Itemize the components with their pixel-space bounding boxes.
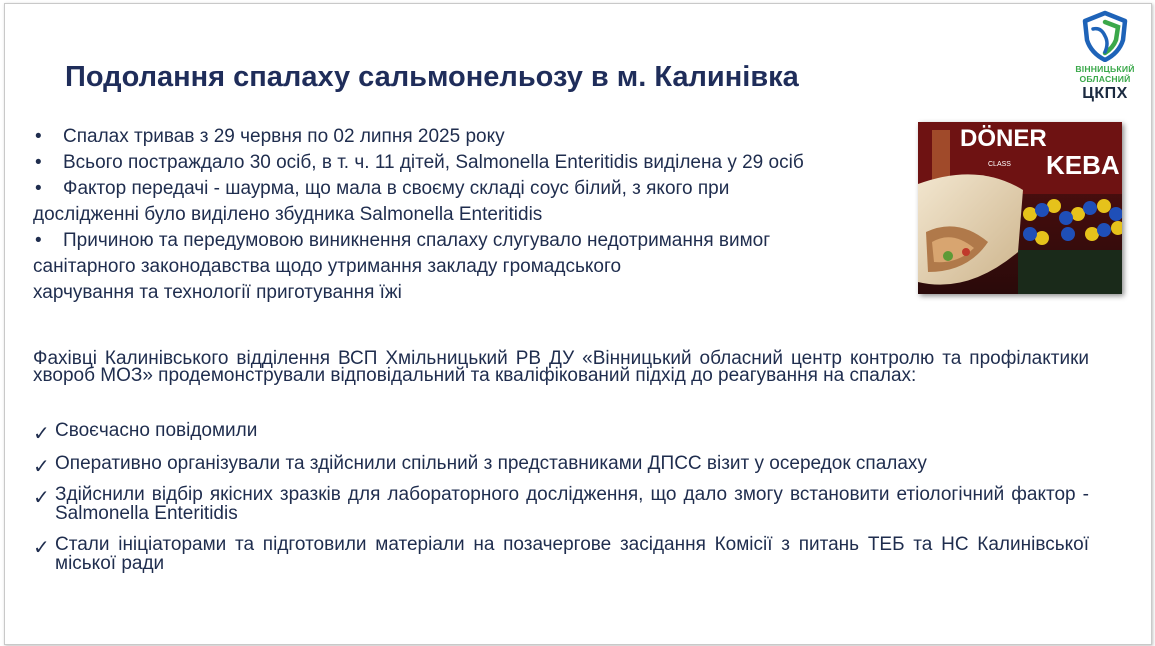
presentation-slide	[4, 3, 1152, 645]
checkmark-icon: ✓	[33, 537, 50, 559]
check-text: Здійснили відбір якісних зразків для лабораторного дослідження, що дало змогу встановити етіологічний фактор - Salmonella Enteritidis	[55, 484, 1089, 524]
bullet-marker: •	[35, 230, 42, 251]
check-item	[33, 420, 1089, 445]
bullet-marker: •	[35, 152, 42, 173]
check-text: Своєчасно повідомили	[55, 420, 258, 441]
bullet-text: Фактор передачі - шаурма, що мала в своєму складі соус білий, з якого при	[63, 178, 730, 199]
sign-text-kebab: KEBA	[1046, 150, 1120, 180]
check-text: Стали ініціаторами та підготовили матеріали на позачергове засідання Комісії з питань ТЕБ та НС Калинівської міської ради	[55, 534, 1089, 574]
bullet-item	[33, 124, 923, 150]
bullet-continuation: дослідженні було виділено збудника Salmonella Enteritidis	[33, 204, 543, 225]
check-item	[33, 485, 1089, 523]
bullet-marker: •	[35, 178, 42, 199]
slide-title: Подолання спалаху сальмонельозу в м. Калинівка	[65, 61, 799, 93]
bullet-item	[33, 228, 923, 254]
bullet-item	[33, 176, 923, 202]
vinnytsia-ckph-logo	[1067, 10, 1143, 106]
checkmark-icon: ✓	[33, 487, 50, 509]
doner-kebab-photo	[918, 122, 1122, 294]
bullet-list	[33, 124, 923, 306]
shield-logo-icon	[1079, 10, 1131, 62]
bullet-text: Всього постраждало 30 осіб, в т. ч. 11 дітей, Salmonella Enteritidis виділена у 29 осіб	[63, 152, 804, 173]
checklist	[33, 421, 1089, 573]
bullet-item	[33, 150, 923, 176]
intro-paragraph: Фахівці Калинівського відділення ВСП Хмільницький РВ ДУ «Вінницький обласний центр контролю та профілактики хвороб МОЗ» продемонстрували відповідальний та кваліфікований підхід до реагування на спалах:	[33, 348, 1089, 386]
bullet-marker: •	[35, 126, 42, 147]
logo-text-line3: ЦКПХ	[1082, 85, 1128, 102]
sign-text-doner: DÖNER	[960, 125, 1047, 152]
logo-text-line1: ВІННИЦЬКИЙ	[1075, 64, 1135, 74]
bullet-text: Спалах тривав з 29 червня по 02 липня 2025 року	[63, 126, 505, 147]
check-item	[33, 453, 1089, 478]
bullet-continuation: харчування та технології приготування їжі	[33, 282, 402, 303]
checkmark-icon: ✓	[33, 456, 50, 478]
check-text: Оперативно організували та здійснили спільний з представниками ДПСС візит у осередок спалаху	[55, 453, 927, 474]
check-item	[33, 535, 1089, 573]
bullet-continuation: санітарного законодавства щодо утримання закладу громадського	[33, 256, 622, 277]
logo-text-line2: ОБЛАСНИЙ	[1079, 74, 1131, 84]
bullet-text: Причиною та передумовою виникнення спалаху слугувало недотримання вимог	[63, 230, 771, 251]
sign-text-class: CLASS	[988, 161, 1011, 168]
checkmark-icon: ✓	[33, 423, 50, 445]
